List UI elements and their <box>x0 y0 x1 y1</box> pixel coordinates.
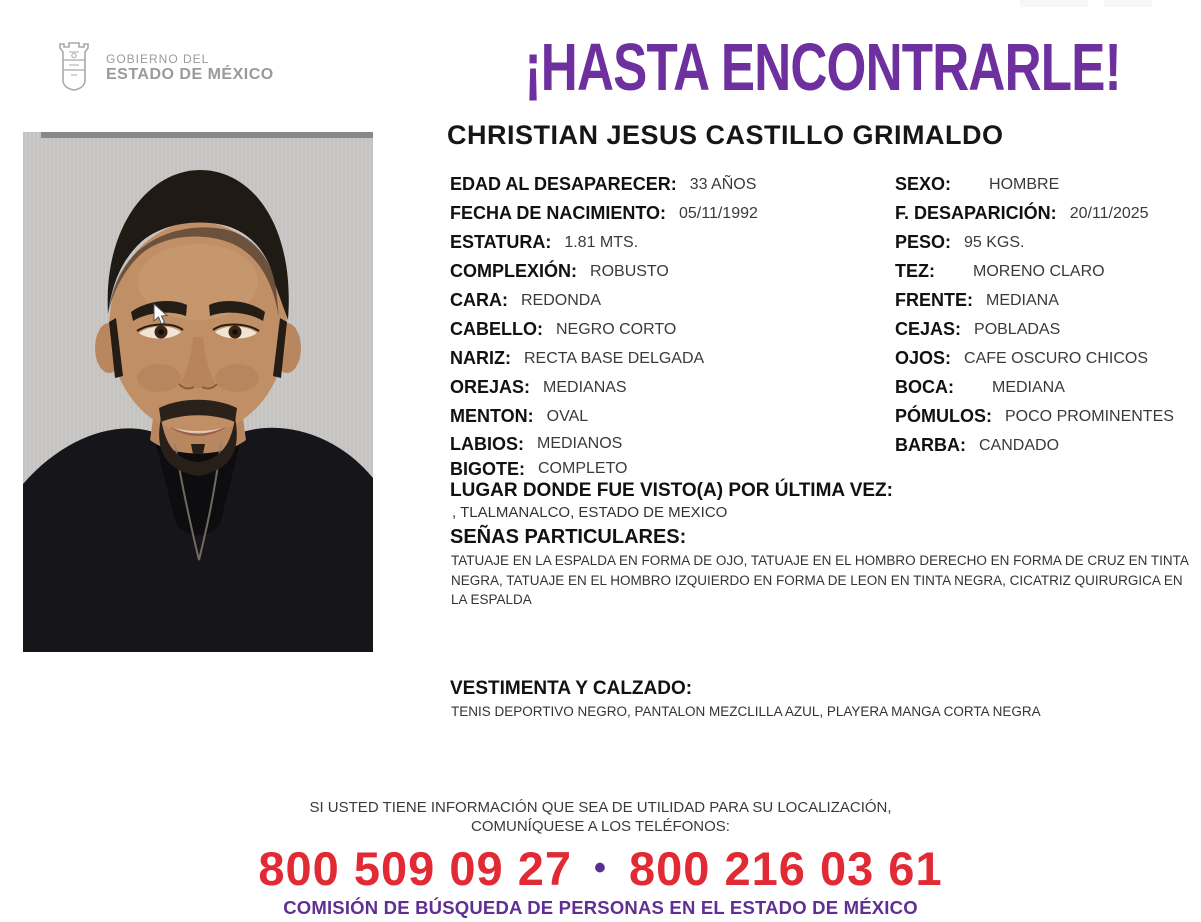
field-row <box>895 257 1201 286</box>
field-value: MEDIANA <box>986 291 1059 309</box>
last-seen-value: , TLALMANALCO, ESTADO DE MEXICO <box>452 504 728 521</box>
field-value: CANDADO <box>979 436 1060 454</box>
field-label: CABELLO: <box>450 319 543 339</box>
field-row <box>895 286 1201 315</box>
field-value: 05/11/1992 <box>679 204 758 222</box>
field-row <box>450 431 890 457</box>
logo-line1: GOBIERNO DEL <box>106 52 210 67</box>
field-label: TEZ: <box>895 261 935 281</box>
last-seen-label: LUGAR DONDE FUE VISTO(A) POR ÚLTIMA VEZ: <box>450 480 893 501</box>
field-label: PESO: <box>895 232 952 252</box>
field-label: SEXO: <box>895 174 952 194</box>
field-value: 20/11/2025 <box>1069 204 1149 222</box>
field-label: PÓMULOS: <box>895 406 992 426</box>
government-logo <box>52 40 274 97</box>
field-label: BOCA: <box>895 377 954 397</box>
field-label: BARBA: <box>895 435 966 455</box>
bullet-separator-icon: • <box>594 848 607 887</box>
contact-info-line1: SI USTED TIENE INFORMACIÓN QUE SEA DE UTILIDAD PARA SU LOCALIZACIÓN, <box>309 799 892 816</box>
field-label: CARA: <box>450 290 508 310</box>
field-label: COMPLEXIÓN: <box>450 261 578 281</box>
field-row <box>450 344 890 373</box>
distinguishing-marks-value: TATUAJE EN LA ESPALDA EN FORMA DE OJO, TATUAJE EN EL HOMBRO DERECHO EN FORMA DE CRUZ EN TINTA NEGRA, TATUAJE EN EL HOMBRO IZQUIERDO EN FORMA DE LEON EN TINTA NEGRA, CICATRIZ QUIRURGICA EN LA ESPALDA <box>451 553 1189 608</box>
field-value: RECTA BASE DELGADA <box>524 349 705 367</box>
field-row <box>450 257 890 286</box>
field-label: ESTATURA: <box>450 232 552 252</box>
field-row <box>450 199 890 228</box>
contact-info-line2: COMUNÍQUESE A LOS TELÉFONOS: <box>471 817 730 835</box>
field-value: CAFE OSCURO CHICOS <box>964 349 1149 367</box>
details-column-left <box>450 170 890 481</box>
field-value: MEDIANOS <box>537 435 623 452</box>
field-value: MEDIANA <box>992 378 1065 396</box>
field-row <box>895 373 1201 402</box>
field-label: F. DESAPARICIÓN: <box>895 203 1057 223</box>
field-value: REDONDA <box>521 291 602 309</box>
distinguishing-marks-label: SEÑAS PARTICULARES: <box>450 526 687 548</box>
clothing-label: VESTIMENTA Y CALZADO: <box>450 678 693 699</box>
details-column-right <box>895 170 1201 460</box>
clothing-value: TENIS DEPORTIVO NEGRO, PANTALON MEZCLILLA AZUL, PLAYERA MANGA CORTA NEGRA <box>451 704 1041 719</box>
phone-number-2: 800 216 03 61 <box>629 841 943 895</box>
search-commission-name: COMISIÓN DE BÚSQUEDA DE PERSONAS EN EL ESTADO DE MÉXICO <box>283 896 918 918</box>
field-label: NARIZ: <box>450 348 511 368</box>
field-label: MENTON: <box>450 406 534 426</box>
field-row <box>450 402 890 431</box>
poster-title: ¡HASTA ENCONTRARLE! <box>524 29 1121 105</box>
field-value: 1.81 MTS. <box>564 233 639 251</box>
field-value: OVAL <box>546 407 589 425</box>
person-photo <box>23 132 373 652</box>
field-value: ROBUSTO <box>590 262 669 280</box>
field-label: BIGOTE: <box>450 458 525 479</box>
field-row <box>895 170 1201 199</box>
field-label: LABIOS: <box>450 433 524 454</box>
field-value: 33 AÑOS <box>689 175 757 193</box>
field-row <box>450 373 890 402</box>
field-row <box>450 228 890 257</box>
field-value: POCO PROMINENTES <box>1005 407 1174 425</box>
field-label: CEJAS: <box>895 319 962 339</box>
mouse-cursor <box>153 303 170 327</box>
field-label: OREJAS: <box>450 377 531 397</box>
contact-section <box>0 799 1201 919</box>
field-label: OJOS: <box>895 348 952 368</box>
field-value: 95 KGS. <box>964 233 1025 251</box>
field-label: FRENTE: <box>895 290 973 310</box>
person-name: CHRISTIAN JESUS CASTILLO GRIMALDO <box>447 120 1004 150</box>
cropped-ui-remnant <box>1104 0 1152 7</box>
field-row <box>895 315 1201 344</box>
field-value: MEDIANAS <box>543 378 627 396</box>
field-row <box>895 228 1201 257</box>
field-label: FECHA DE NACIMIENTO: <box>450 203 666 223</box>
field-row <box>450 457 890 481</box>
cropped-ui-remnant <box>1020 0 1088 7</box>
field-value: NEGRO CORTO <box>556 320 677 338</box>
field-row <box>895 199 1201 228</box>
state-seal-icon <box>52 40 96 97</box>
phone-number-1: 800 509 09 27 <box>258 841 572 895</box>
field-value: HOMBRE <box>989 175 1060 193</box>
field-row <box>895 402 1201 431</box>
logo-line2: ESTADO DE MÉXICO <box>106 66 274 84</box>
field-row <box>895 431 1201 460</box>
field-value: COMPLETO <box>538 460 628 477</box>
logo-text <box>106 53 274 84</box>
field-value: MORENO CLARO <box>973 262 1105 280</box>
field-label: EDAD AL DESAPARECER: <box>450 174 677 194</box>
field-value: POBLADAS <box>974 320 1061 338</box>
field-row <box>450 286 890 315</box>
field-row <box>450 315 890 344</box>
field-row <box>895 344 1201 373</box>
field-row <box>450 170 890 199</box>
contact-phones <box>0 841 1201 896</box>
